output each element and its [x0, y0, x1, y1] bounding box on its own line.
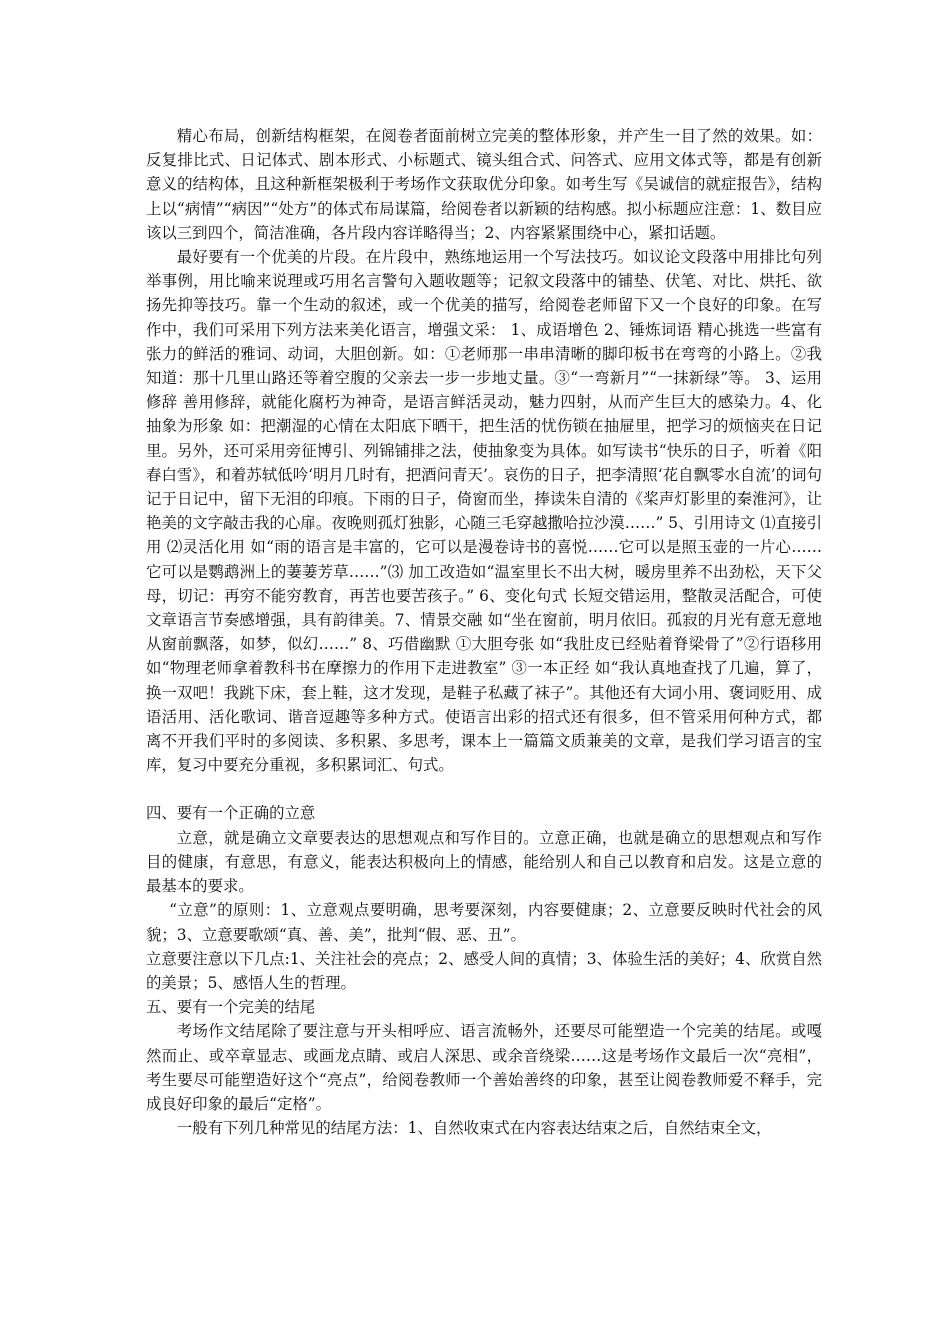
section-heading-5: 五、要有一个完美的结尾 [146, 998, 316, 1017]
paragraph-structure: 精心布局，创新结构框架，在阅卷者面前树立完美的整体形象，并产生一目了然的效果。如：反复排比式、日记体式、剧本形式、小标题式、镜头组合式、问答式、应用文体式等，都是有创新意义的结构体，且这种新框架极利于考场作文获取优分印象。如考生写《吴诚信的就症报告》，结构上以“病情”“病因”“处方”的体式布局谋篇，给阅卷者以新颖的结构感。拟小标题应注意：1、数目应该以三到四个，简洁准确，各片段内容详略得当；2、内容紧紧围绕中心，紧扣话题。 [146, 127, 822, 242]
paragraph-theme-definition: 立意，就是确立文章要表达的思想观点和写作目的。立意正确，也就是确立的思想观点和写作目的健康，有意思，有意义，能表达积极向上的情感，能给别人和自己以教育和启发。这是立意的最基本的要求。 [146, 828, 822, 896]
paragraph-theme-notes: 立意要注意以下几点:1、关注社会的亮点；2、感受人间的真情；3、体验生活的美好；4、欣赏自然的美景；5、感悟人生的哲理。 [146, 949, 822, 992]
paragraph-fragment: 最好要有一个优美的片段。在片段中，熟练地运用一个写法技巧。如议论文段落中用排比句列举事例，用比喻来说理或巧用名言警句入题收题等；记叙文段落中的铺垫、伏笔、对比、烘托、欲扬先抑等技巧。靠一个生动的叙述，或一个优美的描写，给阅卷老师留下又一个良好的印象。在写作中，我们可采用下列方法来美化语言，增强文采： 1、成语增色 2、锤炼词语 精心挑选一些富有张力的鲜活的雅词、动词，大胆创新。如：①老师那一串串清晰的脚印板书在弯弯的小路上。②我知道：那十几里山路还等着空腹的父亲去一步一步地丈量。③“一弯新月”“一抹新绿”等。 3、运用修辞 善用修辞，就能化腐朽为神奇，是语言鲜活灵动，魅力四射，从而产生巨大的感染力。4、化抽象为形象 如：把潮湿的心情在太阳底下晒干，把生活的忧伤锁在抽屉里，把学习的烦恼夹在日记里。另外，还可采用旁征博引、列锦铺排之法，使抽象变为具体。如写读书“快乐的日子，听着《阳春白雪》，和着苏轼低吟‘明月几时有，把酒问青天’。哀伤的日子，把李清照‘花自飘零水自流’的词句记于日记中，留下无泪的印痕。下雨的日子，倚窗而坐，捧读朱自清的《桨声灯影里的秦淮河》，让艳美的文字敲击我的心扉。夜晚则孤灯独影，心随三毛穿越撒哈拉沙漠……” 5、引用诗文 ⑴直接引用 ⑵灵活化用 如“雨的语言是丰富的，它可以是漫卷诗书的喜悦……它可以是照玉壶的一片心……它可以是鹦鹉洲上的萋萋芳草……”⑶ 加工改造如“温室里长不出大树，暖房里养不出劲松，天下父母，切记：再穷不能穷教育，再苦也要苦孩子。” 6、变化句式 长短交错运用，整散灵活配合，可使文章语言节奏感增强，具有韵律美。7、情景交融 如“坐在窗前，明月依旧。孤寂的月光有意无意地从窗前飘落，如梦，似幻……” 8、巧借幽默 ①大胆夸张 如“我肚皮已经贴着脊梁骨了”②行语移用如“物理老师拿着教科书在摩擦力的作用下走进教室” ③一本正经 如“我认真地查找了几遍，算了，换一双吧！我跳下床，套上鞋，这才发现，是鞋子私藏了袜子”。其他还有大词小用、褒词贬用、成语活用、活化歌词、谐音逗趣等多种方式。使语言出彩的招式还有很多，但不管采用何种方式，都离不开我们平时的多阅读、多积累、多思考，课本上一篇篇文质兼美的文章，是我们学习语言的宝库，复习中要充分重视，多积累词汇、句式。 [146, 248, 822, 775]
paragraph-ending-intro: 考场作文结尾除了要注意与开头相呼应、语言流畅外，还要尽可能塑造一个完美的结尾。或嘎然而止、或卒章显志、或画龙点睛、或启人深思、或余音绕梁……这是考场作文最后一次“亮相”，考生要尽可能塑造好这个“亮点”，给阅卷教师一个善始善终的印象，甚至让阅卷教师爱不释手，完成良好印象的最后“定格”。 [146, 1022, 822, 1113]
blank-line [146, 777, 822, 801]
paragraph-ending-methods: 一般有下列几种常见的结尾方法：1、自然收束式在内容表达结束之后，自然结束全文， [176, 1119, 772, 1138]
paragraph-theme-principles: “立意”的原则：1、立意观点要明确，思考要深刻，内容要健康；2、立意要反映时代社会的风貌；3、立意要歌颂“真、善、美”，批判“假、恶、丑”。 [146, 901, 822, 944]
section-heading-4: 四、要有一个正确的立意 [146, 804, 316, 823]
document-body [146, 124, 822, 1140]
